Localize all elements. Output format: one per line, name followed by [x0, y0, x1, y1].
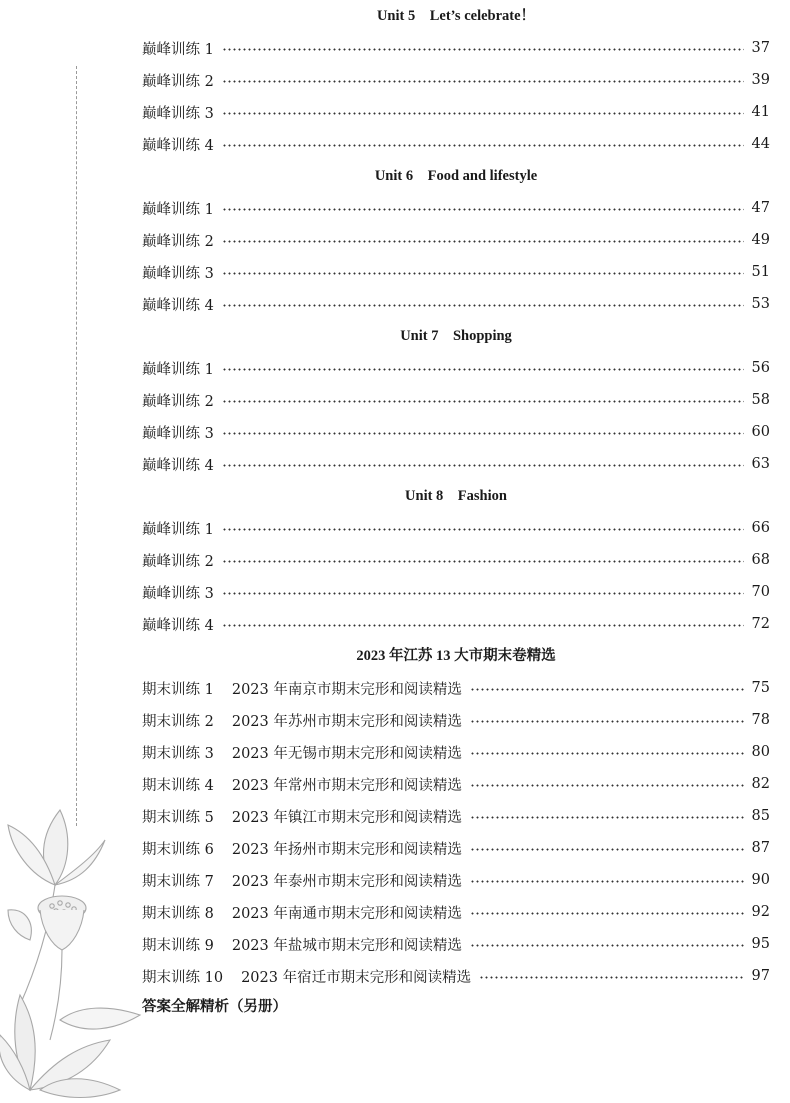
answer-note[interactable]: 答案全解精析（另册） — [142, 998, 287, 1015]
toc-entry[interactable] — [142, 896, 770, 928]
toc-entry[interactable] — [142, 768, 770, 800]
page-number: 82 — [751, 776, 770, 792]
page-number: 53 — [751, 296, 770, 312]
entry-label: 期末训练 3 — [142, 745, 214, 762]
page-number: 90 — [751, 872, 770, 888]
dot-leader — [470, 816, 744, 819]
page-number: 72 — [751, 616, 770, 632]
dot-leader — [222, 80, 744, 83]
entry-description: 2023 年南通市期末完形和阅读精选 — [231, 905, 462, 922]
dot-leader — [222, 400, 744, 403]
entry-label: 巅峰训练 1 — [142, 361, 214, 378]
entry-description: 2023 年宿迁市期末完形和阅读精选 — [241, 969, 472, 986]
entry-label: 巅峰训练 4 — [142, 457, 214, 474]
dot-leader — [222, 48, 744, 51]
entry-label: 期末训练 9 — [142, 937, 214, 954]
toc-entry[interactable] — [142, 672, 770, 704]
toc-entry[interactable] — [142, 704, 770, 736]
entry-label: 期末训练 6 — [142, 841, 214, 858]
entry-label: 期末训练 4 — [142, 777, 214, 794]
entry-label: 期末训练 10 — [142, 969, 224, 986]
dot-leader — [479, 976, 743, 979]
page-number: 47 — [751, 200, 770, 216]
toc-entry[interactable] — [142, 928, 770, 960]
entry-label: 期末训练 7 — [142, 873, 214, 890]
dot-leader — [470, 752, 744, 755]
dot-leader — [470, 912, 744, 915]
dashed-margin-line — [76, 66, 77, 826]
table-of-contents — [142, 0, 770, 1022]
dot-leader — [222, 368, 744, 371]
entry-label: 巅峰训练 2 — [142, 73, 214, 90]
page-number: 58 — [751, 392, 770, 408]
unit-6-heading: Unit 6 Food and lifestyle — [374, 168, 538, 184]
entry-label: 巅峰训练 3 — [142, 105, 214, 122]
toc-entry[interactable] — [142, 448, 770, 480]
toc-entry[interactable] — [142, 416, 770, 448]
page-number: 70 — [751, 584, 770, 600]
dot-leader — [222, 208, 744, 211]
entry-label: 巅峰训练 2 — [142, 553, 214, 570]
toc-entry[interactable] — [142, 544, 770, 576]
entry-description: 2023 年镇江市期末完形和阅读精选 — [231, 809, 462, 826]
unit-7-heading: Unit 7 Shopping — [400, 328, 512, 344]
toc-entry[interactable] — [142, 64, 770, 96]
page-number: 56 — [751, 360, 770, 376]
toc-entry[interactable] — [142, 800, 770, 832]
entry-label: 期末训练 8 — [142, 905, 214, 922]
dot-leader — [222, 560, 744, 563]
dot-leader — [470, 688, 744, 691]
dot-leader — [470, 880, 744, 883]
entry-label: 巅峰训练 3 — [142, 265, 214, 282]
toc-entry[interactable] — [142, 832, 770, 864]
entry-label: 期末训练 5 — [142, 809, 214, 826]
dot-leader — [470, 720, 744, 723]
entry-label: 巅峰训练 2 — [142, 393, 214, 410]
page-number: 80 — [751, 744, 770, 760]
entry-label: 巅峰训练 1 — [142, 521, 214, 538]
toc-entry[interactable] — [142, 512, 770, 544]
page-number: 49 — [751, 232, 770, 248]
toc-entry[interactable] — [142, 384, 770, 416]
toc-entry[interactable] — [142, 192, 770, 224]
entry-description: 2023 年无锡市期末完形和阅读精选 — [231, 745, 462, 762]
dot-leader — [222, 304, 744, 307]
dot-leader — [222, 528, 744, 531]
page-number: 68 — [751, 552, 770, 568]
toc-entry[interactable] — [142, 960, 770, 992]
entry-label: 巅峰训练 4 — [142, 137, 214, 154]
dot-leader — [222, 272, 744, 275]
toc-entry[interactable] — [142, 864, 770, 896]
page-number: 87 — [751, 840, 770, 856]
dot-leader — [222, 464, 744, 467]
page-number: 85 — [751, 808, 770, 824]
entry-label: 巅峰训练 1 — [142, 41, 214, 58]
toc-entry[interactable] — [142, 256, 770, 288]
page-number: 60 — [751, 424, 770, 440]
page-number: 92 — [751, 904, 770, 920]
entry-description: 2023 年扬州市期末完形和阅读精选 — [231, 841, 462, 858]
entry-label: 巅峰训练 2 — [142, 233, 214, 250]
entry-label: 巅峰训练 3 — [142, 585, 214, 602]
entry-label: 期末训练 2 — [142, 713, 214, 730]
entry-label: 巅峰训练 4 — [142, 617, 214, 634]
page-number: 78 — [751, 712, 770, 728]
toc-entry[interactable] — [142, 576, 770, 608]
toc-entry[interactable] — [142, 32, 770, 64]
page-number: 75 — [751, 680, 770, 696]
dot-leader — [222, 432, 744, 435]
dot-leader — [222, 240, 744, 243]
lotus-flower-icon — [0, 790, 150, 1103]
entry-description: 2023 年泰州市期末完形和阅读精选 — [231, 873, 462, 890]
dot-leader — [470, 784, 744, 787]
unit-8-heading: Unit 8 Fashion — [405, 488, 507, 504]
entry-label: 期末训练 1 — [142, 681, 214, 698]
toc-entry[interactable] — [142, 608, 770, 640]
toc-entry[interactable] — [142, 352, 770, 384]
entry-description: 2023 年苏州市期末完形和阅读精选 — [231, 713, 462, 730]
unit-5-heading: Unit 5 Let’s celebrate！ — [376, 8, 536, 24]
page-number: 39 — [751, 72, 770, 88]
entry-label: 巅峰训练 1 — [142, 201, 214, 218]
entry-label: 巅峰训练 4 — [142, 297, 214, 314]
entry-description: 2023 年常州市期末完形和阅读精选 — [231, 777, 462, 794]
dot-leader — [222, 112, 744, 115]
page-number: 97 — [751, 968, 770, 984]
page-number: 41 — [751, 104, 770, 120]
dot-leader — [222, 592, 744, 595]
entry-description: 2023 年盐城市期末完形和阅读精选 — [231, 937, 462, 954]
dot-leader — [222, 144, 744, 147]
toc-entry[interactable] — [142, 288, 770, 320]
toc-entry[interactable] — [142, 128, 770, 160]
page-number: 66 — [751, 520, 770, 536]
toc-entry[interactable] — [142, 224, 770, 256]
entry-description: 2023 年南京市期末完形和阅读精选 — [231, 681, 462, 698]
entry-label: 巅峰训练 3 — [142, 425, 214, 442]
dot-leader — [470, 848, 744, 851]
dot-leader — [222, 624, 744, 627]
dot-leader — [470, 944, 744, 947]
page-number: 51 — [751, 264, 770, 280]
toc-entry[interactable] — [142, 736, 770, 768]
page-number: 63 — [751, 456, 770, 472]
page-number: 95 — [751, 936, 770, 952]
page-number: 44 — [751, 136, 770, 152]
final-exam-heading: 2023 年江苏 13 大市期末卷精选 — [356, 648, 556, 664]
toc-entry[interactable] — [142, 96, 770, 128]
page-number: 37 — [751, 40, 770, 56]
